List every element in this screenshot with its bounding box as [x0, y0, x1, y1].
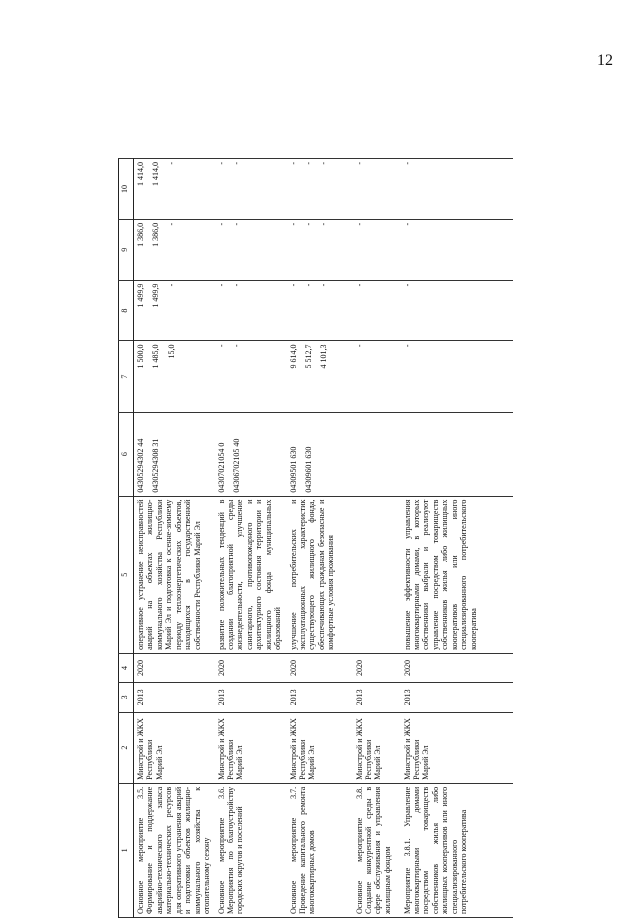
cell-c10 [400, 159, 512, 220]
cell-c8 [214, 280, 286, 341]
cell-value: 1 414,0 [136, 162, 145, 186]
cell-c4: 2020 [134, 653, 215, 682]
cell-value: - [303, 222, 313, 226]
cell-c9 [134, 219, 215, 280]
table-row [286, 159, 352, 918]
cell-value: - [319, 283, 329, 287]
cell-value: 1 500,0 [136, 344, 145, 369]
page-number: 12 [597, 52, 613, 69]
cell-value: - [288, 222, 298, 226]
cell-value: - [288, 162, 298, 165]
cell-value: - [319, 162, 329, 165]
cell-value: 1 499,9 [136, 283, 145, 308]
table-row [214, 159, 286, 918]
col-header-4: 4 [119, 653, 134, 682]
table-body [134, 159, 513, 918]
cell-c7 [286, 341, 352, 412]
cell-c8 [286, 280, 352, 341]
cell-value: - [303, 283, 313, 287]
cell-c7 [214, 341, 286, 412]
cell-c6 [214, 412, 286, 496]
cell-c5 [352, 496, 400, 653]
cell-value: - [402, 222, 412, 226]
cell-value: - [166, 283, 176, 287]
cell-value: - [288, 283, 298, 287]
table-row [352, 159, 400, 918]
cell-value: - [231, 222, 241, 226]
cell-value: - [402, 283, 412, 287]
cell-c6 [352, 412, 400, 496]
cell-c5: оперативное устранение неисправностей аварий на объектах жилищно-коммунального хозяйства Республики Марий Эл и подготовка к осенне-зимнему периоду теплоэнергетических объектов, находящихся в государственной собственности Республики Марий Эл [134, 496, 215, 653]
cell-c2: Минстрой и ЖКХ Республики Марий Эл [400, 712, 512, 783]
cell-c7 [352, 341, 400, 412]
col-header-1: 1 [119, 783, 134, 917]
cell-c3: 2013 [134, 683, 215, 712]
cell-c4: 2020 [286, 653, 352, 682]
cell-c2: Минстрой и ЖКХ Республики Марий Эл [214, 712, 286, 783]
cell-value: - [216, 344, 226, 348]
cell-value: 4 101,3 [319, 344, 329, 369]
cell-c8 [134, 280, 215, 341]
table-row [134, 159, 215, 918]
cell-c2: Минстрой и ЖКХ Республики Марий Эл [286, 712, 352, 783]
cell-c4: 2020 [400, 653, 512, 682]
col-header-6: 6 [119, 412, 134, 496]
table-row [400, 159, 512, 918]
cell-value: 04306702105 40 [231, 438, 241, 493]
cell-value: 04309501 630 [288, 446, 298, 493]
cell-value: 04305294302 44 [136, 438, 145, 493]
cell-c3: 2013 [214, 683, 286, 712]
cell-c6 [286, 412, 352, 496]
cell-c10 [352, 159, 400, 220]
cell-value: - [354, 283, 364, 287]
cell-value: - [166, 162, 176, 165]
cell-c10 [134, 159, 215, 220]
cell-c5: развитие положительных тенденций в создании благоприятной среды жизнедеятельности, улучшение санитарного, противопожарного и архитектурного состояния территории и жилищного фонда муниципальных образований [214, 496, 286, 653]
cell-value: 04309601 630 [303, 446, 313, 493]
cell-value: 1 499,9 [151, 283, 161, 308]
cell-value: - [231, 344, 241, 348]
cell-c4: 2020 [352, 653, 400, 682]
cell-value: 5 512,7 [303, 344, 313, 369]
program-activities-table [118, 158, 513, 918]
cell-value: 15,0 [166, 344, 176, 359]
cell-c5: повышение эффективности управления многоквартирными домами, в которых собственники выбрали и реализуют управление посредством товариществ собственников жилья либо жилищных кооперативов или иного специализированного потребительского кооператива [400, 496, 512, 653]
cell-value: - [231, 283, 241, 287]
cell-c9 [400, 219, 512, 280]
col-header-2: 2 [119, 712, 134, 783]
cell-value: - [402, 162, 412, 165]
col-header-7: 7 [119, 341, 134, 412]
cell-value: - [354, 222, 364, 226]
cell-c6 [400, 412, 512, 496]
cell-c7 [400, 341, 512, 412]
cell-value: - [216, 222, 226, 226]
cell-value: - [354, 162, 364, 165]
cell-c9 [214, 219, 286, 280]
cell-value: 04305294308 31 [151, 438, 161, 493]
cell-c3: 2013 [400, 683, 512, 712]
cell-value: - [354, 344, 364, 348]
cell-c3: 2013 [352, 683, 400, 712]
col-header-5: 5 [119, 496, 134, 653]
cell-c10 [214, 159, 286, 220]
cell-value: - [216, 162, 226, 165]
cell-value: 1 386,0 [136, 222, 145, 247]
col-header-10: 10 [119, 159, 134, 220]
col-header-9: 9 [119, 219, 134, 280]
cell-c4: 2020 [214, 653, 286, 682]
cell-c1: Основное мероприятие 3.7. Проведение капитального ремонта многоквартирных домов [286, 783, 352, 917]
cell-c10 [286, 159, 352, 220]
cell-value: 04307021054 0 [216, 442, 226, 493]
column-number-row [119, 159, 134, 918]
cell-value: - [303, 162, 313, 165]
cell-value: 1 485,0 [151, 344, 161, 369]
cell-c1: Основное мероприятие 3.6. Мероприятия по благоустройству городских округов и поселений [214, 783, 286, 917]
cell-c9 [286, 219, 352, 280]
cell-value: - [166, 222, 176, 226]
cell-value: - [319, 222, 329, 226]
cell-c2: Минстрой и ЖКХ Республики Марий Эл [352, 712, 400, 783]
cell-c5: улучшение потребительских и эксплуатационных характеристик существующего жилищного фонда, обеспечивающих гражданам безопасные и комфортные условия проживания [286, 496, 352, 653]
cell-c1: Основное мероприятие 3.8. Создание конкурентной среды в сфере обслуживания и управления жилищным фондом [352, 783, 400, 917]
cell-c1: Мероприятие 3.8.1. Управление многоквартирными домами посредством товариществ собственников жилья либо жилищных кооперативов или иного специализированного потребительского кооператива [400, 783, 512, 917]
cell-c6 [134, 412, 215, 496]
cell-c7 [134, 341, 215, 412]
cell-value: 1 414,0 [151, 162, 161, 186]
cell-value: 1 386,0 [151, 222, 161, 247]
col-header-8: 8 [119, 280, 134, 341]
cell-value: - [402, 344, 412, 348]
col-header-3: 3 [119, 683, 134, 712]
rotated-table-frame [118, 58, 568, 918]
cell-c3: 2013 [286, 683, 352, 712]
cell-c2: Минстрой и ЖКХ Республики Марий Эл [134, 712, 215, 783]
cell-c9 [352, 219, 400, 280]
cell-c1: Основное мероприятие 3.5. Формирование и поддержание аварийно-технического запаса материально-технических ресурсов для оперативного устранения аварий и подготовки объектов жилищно-коммунального хозяйства к отопительному сезону [134, 783, 215, 917]
cell-value: 9 614,0 [288, 344, 298, 369]
cell-value: - [216, 283, 226, 287]
cell-value: - [231, 162, 241, 165]
cell-c8 [400, 280, 512, 341]
cell-c8 [352, 280, 400, 341]
